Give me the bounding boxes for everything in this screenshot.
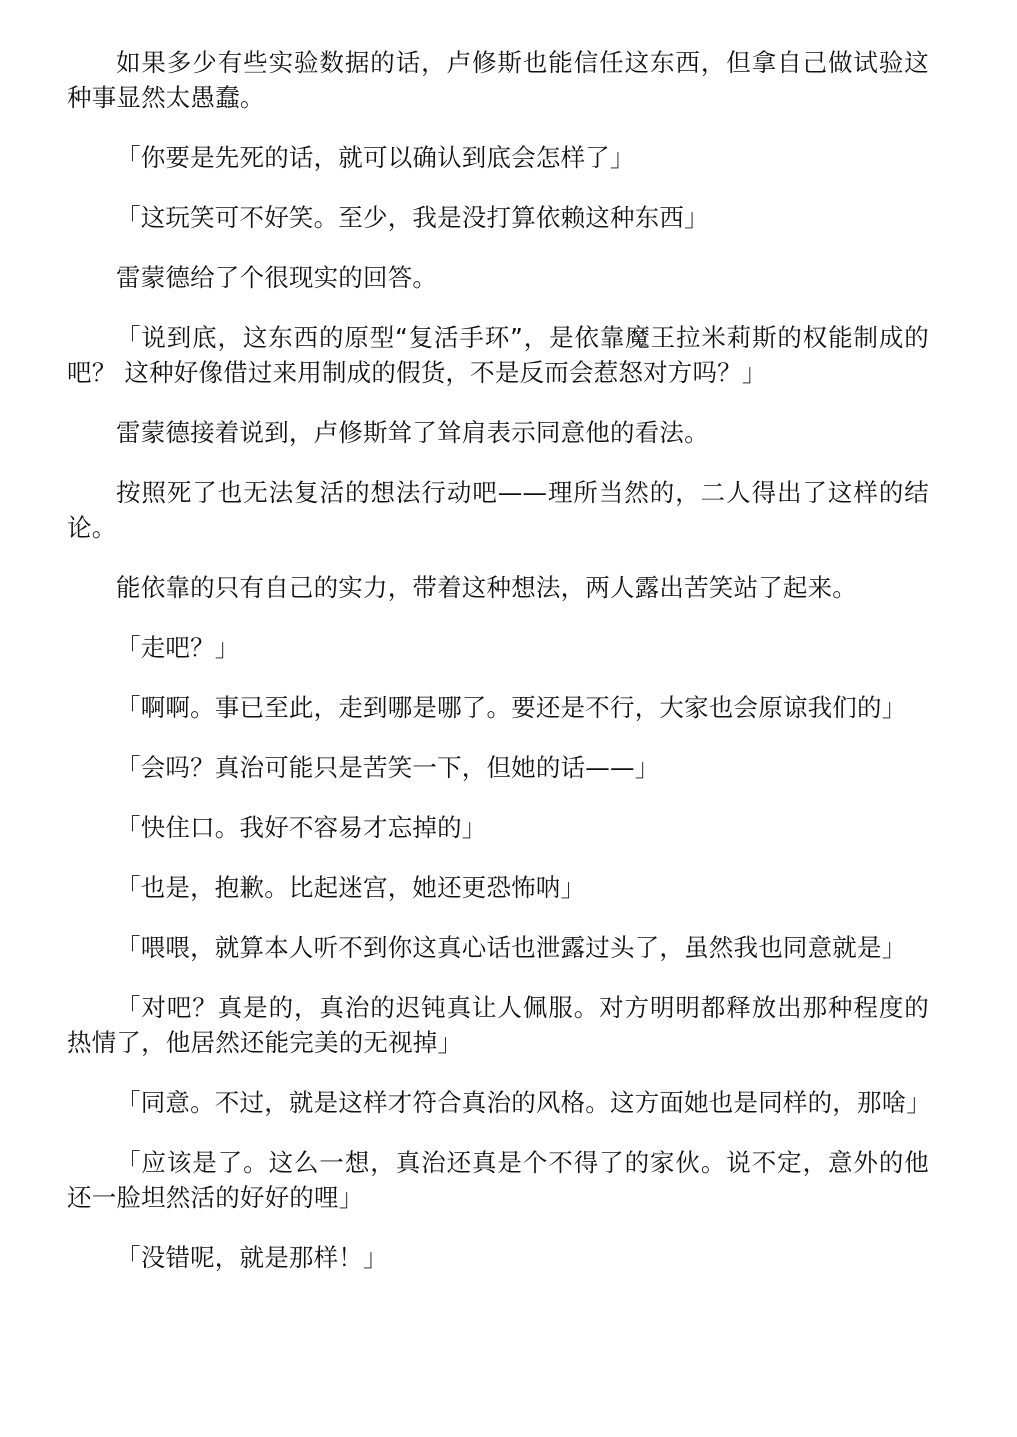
paragraph: 「这玩笑可不好笑。至少，我是没打算依赖这种东西」: [116, 203, 709, 232]
paragraph: 「对吧？真是的，真治的迟钝真让人佩服。对方明明都释放出那种程度的热情了，他居然还能完美的无视掉」: [67, 993, 929, 1057]
paragraph: 「说到底，这东西的原型“复活手环”，是依靠魔王拉米莉斯的权能制成的吧？ 这种好像借过来用制成的假货，不是反而会惹怒对方吗？」: [67, 323, 929, 387]
paragraph: 「没错呢，就是那样！」: [116, 1243, 388, 1272]
paragraph: 雷蒙德给了个很现实的回答。: [116, 263, 438, 292]
paragraph: 「同意。不过，就是这样才符合真治的风格。这方面她也是同样的，那啥」: [116, 1088, 932, 1117]
paragraph: 「会吗？真治可能只是苦笑一下，但她的话——」: [116, 753, 660, 782]
paragraph: 「啊啊。事已至此，走到哪是哪了。要还是不行，大家也会原谅我们的」: [116, 693, 907, 722]
paragraph: 「应该是了。这么一想，真治还真是个不得了的家伙。说不定，意外的他还一脸坦然活的好好的哩」: [67, 1148, 929, 1212]
paragraph: 「走吧？」: [116, 633, 240, 662]
paragraph: 如果多少有些实验数据的话，卢修斯也能信任这东西，但拿自己做试验这种事显然太愚蠢。: [67, 48, 929, 112]
paragraph: 「喂喂，就算本人听不到你这真心话也泄露过头了，虽然我也同意就是」: [116, 933, 907, 962]
paragraph: 按照死了也无法复活的想法行动吧——理所当然的，二人得出了这样的结论。: [67, 478, 929, 542]
paragraph: 「快住口。我好不容易才忘掉的」: [116, 813, 487, 842]
document-page: [67, 45, 932, 1300]
paragraph: 能依靠的只有自己的实力，带着这种想法，两人露出苦笑站了起来。: [116, 573, 857, 602]
paragraph: 雷蒙德接着说到，卢修斯耸了耸肩表示同意他的看法。: [116, 418, 709, 447]
paragraph: 「你要是先死的话，就可以确认到底会怎样了」: [116, 143, 635, 172]
paragraph: 「也是，抱歉。比起迷宫，她还更恐怖呐」: [116, 873, 586, 902]
